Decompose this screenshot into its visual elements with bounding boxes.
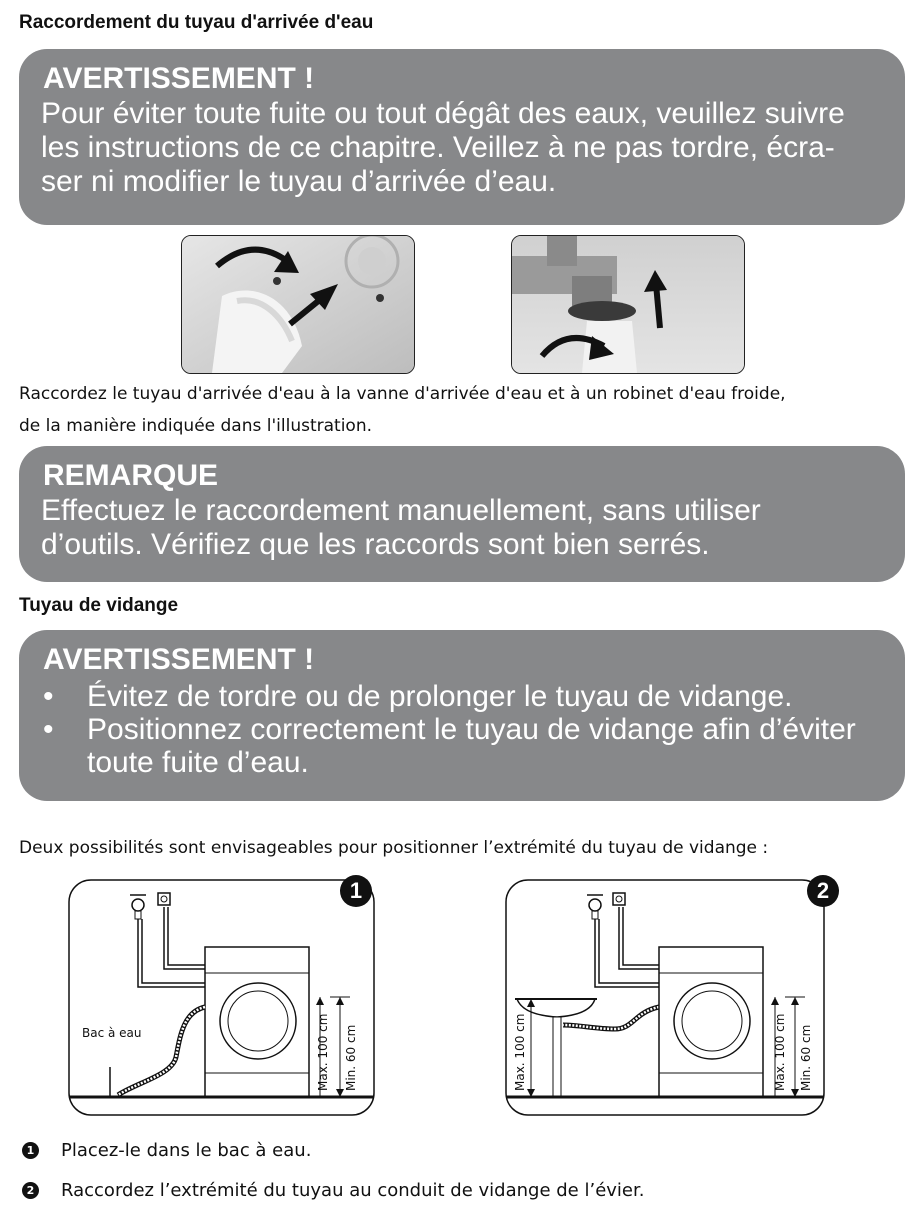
diagram-badge: 1 (340, 875, 372, 907)
max-height-label: Max. 100 cm (316, 1013, 330, 1091)
list-marker: 2 (22, 1182, 39, 1199)
warning-bullet-item (41, 680, 883, 713)
list-marker: 1 (22, 1142, 39, 1159)
warning-line: les instructions de ce chapitre. Veillez à ne pas tordre, écra- (41, 131, 835, 164)
tub-label: Bac à eau (82, 1026, 142, 1040)
warning-title: AVERTISSEMENT ! (43, 62, 315, 95)
list-item-text: Raccordez l’extrémité du tuyau au conduit de vidange de l’évier. (61, 1180, 645, 1201)
warning-line: ser ni modifier le tuyau d’arrivée d’eau. (41, 165, 557, 198)
min-height-label: Min. 60 cm (799, 1024, 813, 1091)
min-height-label: Min. 60 cm (344, 1024, 358, 1091)
warning-box-inlet (19, 49, 905, 225)
section-heading-inlet-hose: Raccordement du tuyau d'arrivée d'eau (19, 12, 374, 33)
instruction-line: de la manière indiquée dans l'illustration. (19, 416, 372, 436)
diagram-drain-to-tub (68, 877, 378, 1117)
diagram-drain-to-sink (505, 877, 835, 1117)
list-item (22, 1140, 311, 1161)
list-item-text: Placez-le dans le bac à eau. (61, 1140, 312, 1161)
section-heading-drain-hose: Tuyau de vidange (19, 595, 179, 616)
diagram-badge: 2 (807, 875, 839, 907)
list-item (22, 1180, 644, 1201)
note-title: REMARQUE (43, 459, 219, 492)
note-box (19, 446, 905, 582)
max-height-label-sink: Max. 100 cm (513, 1013, 527, 1091)
bullet-marker: • (43, 680, 54, 713)
note-line: d’outils. Vérifiez que les raccords sont bien serrés. (41, 528, 710, 561)
photo-inlet-valve-connection (181, 235, 415, 374)
bullet-text: toute fuite d’eau. (87, 746, 309, 779)
warning-title: AVERTISSEMENT ! (43, 643, 315, 676)
bullet-text: Positionnez correctement le tuyau de vidange afin d’éviter (87, 713, 856, 746)
warning-box-drain (19, 630, 905, 801)
photo-cold-tap-connection (511, 235, 745, 374)
bullet-marker: • (43, 713, 54, 746)
warning-line: Pour éviter toute fuite ou tout dégât des eaux, veuillez suivre (41, 97, 845, 130)
instruction-line: Raccordez le tuyau d'arrivée d'eau à la vanne d'arrivée d'eau et à un robinet d'eau froide, (19, 384, 786, 404)
note-line: Effectuez le raccordement manuellement, sans utiliser (41, 494, 761, 527)
drain-options-intro: Deux possibilités sont envisageables pour positionner l’extrémité du tuyau de vidange : (19, 838, 769, 858)
bullet-text: Évitez de tordre ou de prolonger le tuyau de vidange. (87, 680, 793, 713)
warning-bullet-item (41, 713, 883, 779)
max-height-label: Max. 100 cm (773, 1013, 787, 1091)
